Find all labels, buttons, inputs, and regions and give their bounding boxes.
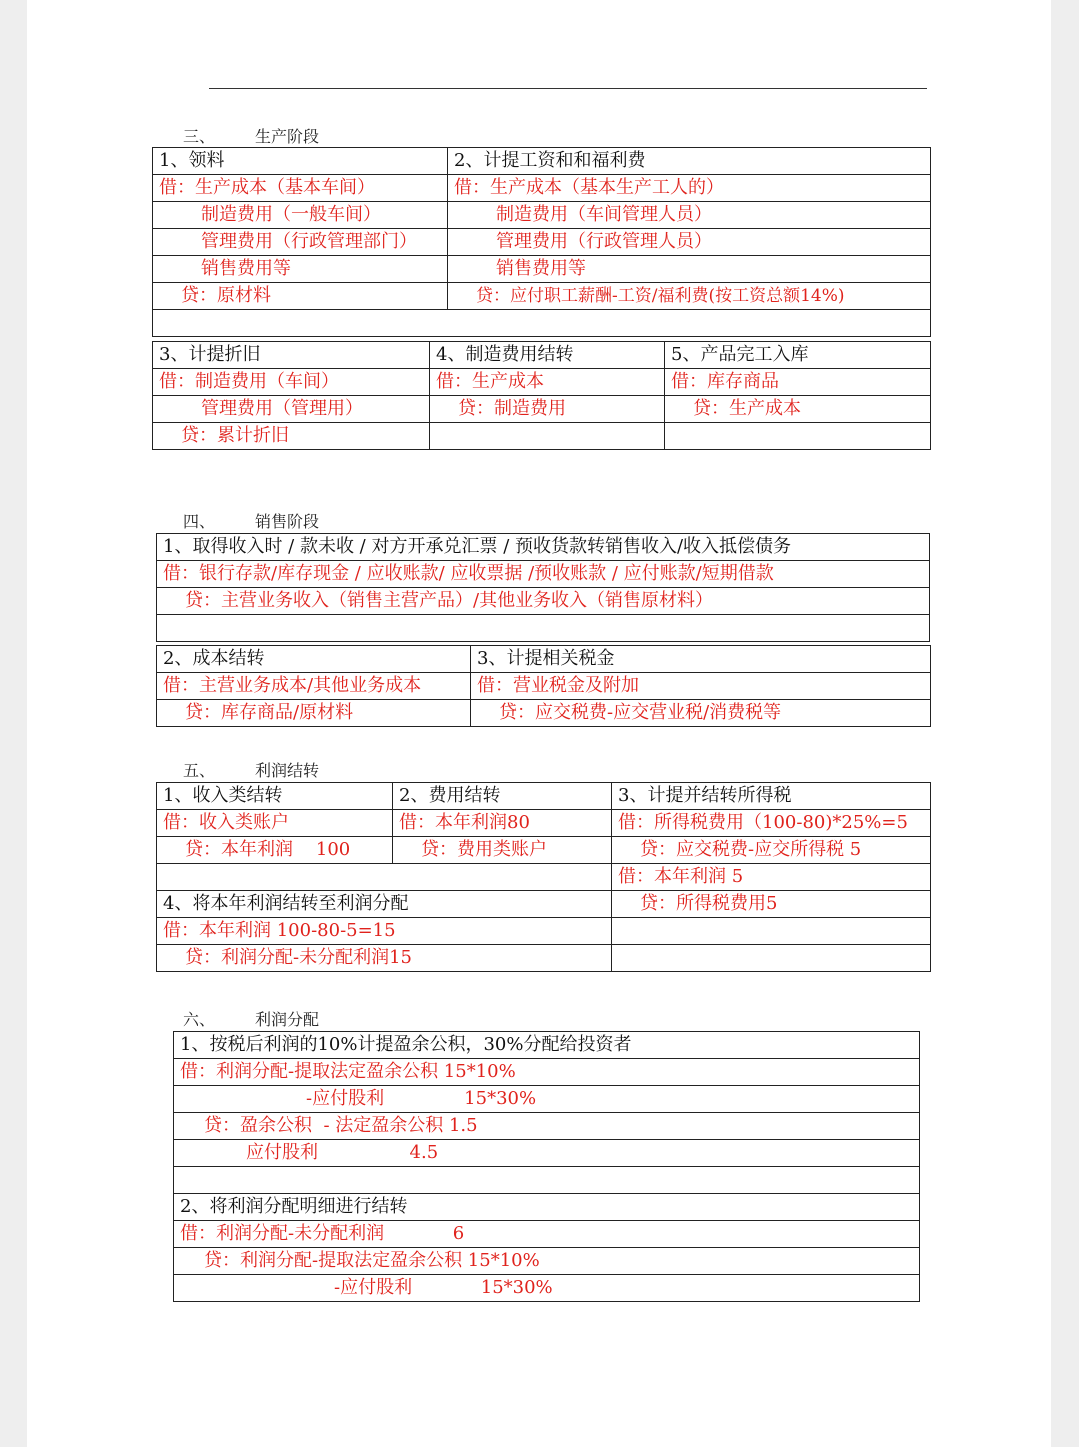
- blank-cell: [612, 945, 931, 972]
- blank-row: [174, 1167, 920, 1194]
- cell-head: 5、产品完工入库: [665, 342, 931, 369]
- entry-line: 制造费用（一般车间）: [153, 202, 448, 229]
- entry-debit: 借：所得税费用（100-80)*25%=5: [612, 810, 931, 837]
- entry-debit: 借：本年利润 100-80-5=15: [157, 918, 612, 945]
- entry-debit: 借：库存商品: [665, 369, 931, 396]
- blank-row: [153, 310, 931, 337]
- entry-credit: 贷：应交税费-应交所得税 5: [612, 837, 931, 864]
- cell-head: 1、领料: [153, 148, 448, 175]
- blank-cell: [157, 864, 612, 891]
- entry-credit: 贷：盈余公积 - 法定盈余公积 1.5: [174, 1113, 920, 1140]
- cell-head: 1、取得收入时 / 款未收 / 对方开承兑汇票 / 预收货款转销售收入/收入抵偿债务: [157, 534, 930, 561]
- entry-line: 管理费用（行政管理部门）: [153, 229, 448, 256]
- entry-line: 管理费用（管理用）: [153, 396, 430, 423]
- table-sales-1: [156, 533, 930, 642]
- section-heading-production: 三、 生产阶段: [183, 127, 320, 146]
- document-page: [27, 0, 1051, 1447]
- cell-head: 1、按税后利润的10%计提盈余公积，30%分配给投资者: [174, 1032, 920, 1059]
- section-heading-profit-distribution: 六、 利润分配: [183, 1010, 320, 1029]
- cell-head: 2、将利润分配明细进行结转: [174, 1194, 920, 1221]
- entry-debit: 借：收入类账户: [157, 810, 393, 837]
- entry-credit: 贷：应付职工薪酬-工资/福利费(按工资总额14%): [448, 283, 931, 310]
- cell-head: 3、计提折旧: [153, 342, 430, 369]
- cell-head: 2、计提工资和和福利费: [448, 148, 931, 175]
- blank-cell: [665, 423, 931, 450]
- entry-credit: 贷：库存商品/原材料: [157, 700, 471, 727]
- entry-debit: 借：本年利润80: [393, 810, 612, 837]
- entry-credit: 贷：本年利润 100: [157, 837, 393, 864]
- cell-head: 2、费用结转: [393, 783, 612, 810]
- entry-line: 销售费用等: [448, 256, 931, 283]
- entry-line: 制造费用（车间管理人员）: [448, 202, 931, 229]
- entry-credit: 贷：原材料: [153, 283, 448, 310]
- entry-line: 销售费用等: [153, 256, 448, 283]
- blank-row: [157, 615, 930, 642]
- entry-debit: 借：生产成本（基本车间）: [153, 175, 448, 202]
- entry-debit: 借：本年利润 5: [612, 864, 931, 891]
- entry-credit: 贷：费用类账户: [393, 837, 612, 864]
- header-rule: [209, 88, 927, 89]
- table-profit-distribution: [173, 1031, 920, 1302]
- entry-credit: 贷：累计折旧: [153, 423, 430, 450]
- entry-credit: 贷：生产成本: [665, 396, 931, 423]
- entry-debit: 借：生产成本（基本生产工人的）: [448, 175, 931, 202]
- table-production-1: [152, 147, 931, 337]
- cell-head: 3、计提并结转所得税: [612, 783, 931, 810]
- entry-credit: 贷：主营业务收入（销售主营产品）/其他业务收入（销售原材料）: [157, 588, 930, 615]
- entry-debit: 借：银行存款/库存现金 / 应收账款/ 应收票据 /预收账款 / 应付账款/短期借款: [157, 561, 930, 588]
- entry-line: 管理费用（行政管理人员）: [448, 229, 931, 256]
- entry-debit: 借：利润分配-提取法定盈余公积 15*10%: [174, 1059, 920, 1086]
- cell-head: 4、制造费用结转: [430, 342, 665, 369]
- entry-debit: 借：营业税金及附加: [471, 673, 931, 700]
- entry-line: 应付股利 4.5: [174, 1140, 920, 1167]
- cell-head: 2、成本结转: [157, 646, 471, 673]
- table-profit-transfer: [156, 782, 931, 972]
- entry-credit: 贷：所得税费用5: [612, 891, 931, 918]
- cell-head: 3、计提相关税金: [471, 646, 931, 673]
- entry-debit: 借：制造费用（车间）: [153, 369, 430, 396]
- cell-head: 4、将本年利润结转至利润分配: [157, 891, 612, 918]
- blank-cell: [612, 918, 931, 945]
- table-sales-2: [156, 645, 931, 727]
- entry-credit: 贷：利润分配-未分配利润15: [157, 945, 612, 972]
- entry-line: -应付股利 15*30%: [174, 1086, 920, 1113]
- entry-line: -应付股利 15*30%: [174, 1275, 920, 1302]
- entry-debit: 借：利润分配-未分配利润 6: [174, 1221, 920, 1248]
- cell-head: 1、收入类结转: [157, 783, 393, 810]
- entry-credit: 贷：利润分配-提取法定盈余公积 15*10%: [174, 1248, 920, 1275]
- entry-credit: 贷：应交税费-应交营业税/消费税等: [471, 700, 931, 727]
- entry-debit: 借：主营业务成本/其他业务成本: [157, 673, 471, 700]
- section-heading-sales: 四、 销售阶段: [183, 512, 320, 531]
- entry-credit: 贷：制造费用: [430, 396, 665, 423]
- entry-debit: 借：生产成本: [430, 369, 665, 396]
- section-heading-profit-transfer: 五、 利润结转: [183, 761, 320, 780]
- table-production-2: [152, 341, 931, 450]
- blank-cell: [430, 423, 665, 450]
